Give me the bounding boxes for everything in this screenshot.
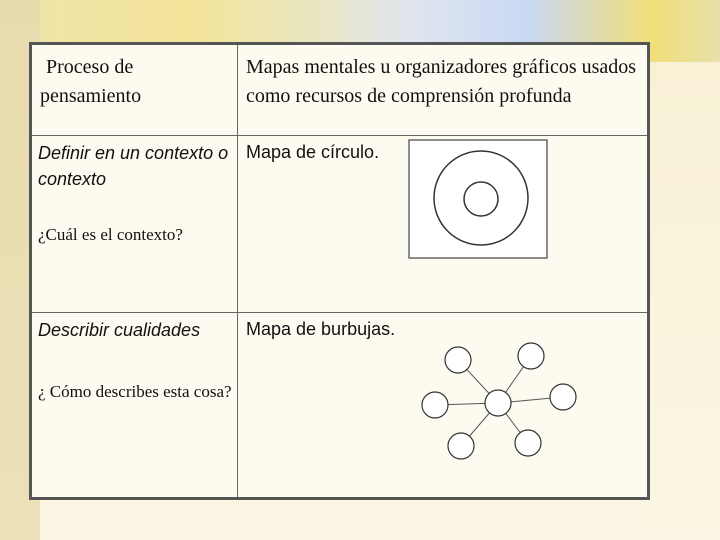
circle-map-icon xyxy=(408,139,550,261)
header-cell-maps xyxy=(238,44,649,136)
process-cell xyxy=(31,313,238,499)
map-cell xyxy=(238,313,649,499)
thinking-maps-table xyxy=(29,42,650,500)
process-label: Definir en un contexto o contexto xyxy=(38,143,229,189)
table-header-row xyxy=(31,44,649,136)
map-cell xyxy=(238,136,649,313)
table-row xyxy=(31,313,649,499)
header-maps-label: Mapas mentales u organizadores gráficos usados como recursos de comprensión profunda xyxy=(246,56,637,107)
bubble-map-icon xyxy=(413,338,583,468)
process-cell xyxy=(31,136,238,313)
process-label: Describir cualidades xyxy=(38,320,201,340)
header-process-label: Proceso de pensamiento xyxy=(40,56,142,107)
map-label: Mapa de círculo. xyxy=(246,142,380,162)
background-right-strip xyxy=(650,62,720,540)
process-question: ¿Cuál es el contexto? xyxy=(38,225,183,244)
map-label: Mapa de burbujas. xyxy=(246,319,396,339)
header-cell-process xyxy=(31,44,238,136)
table-row xyxy=(31,136,649,313)
process-question: ¿ Cómo describes esta cosa? xyxy=(38,382,232,401)
